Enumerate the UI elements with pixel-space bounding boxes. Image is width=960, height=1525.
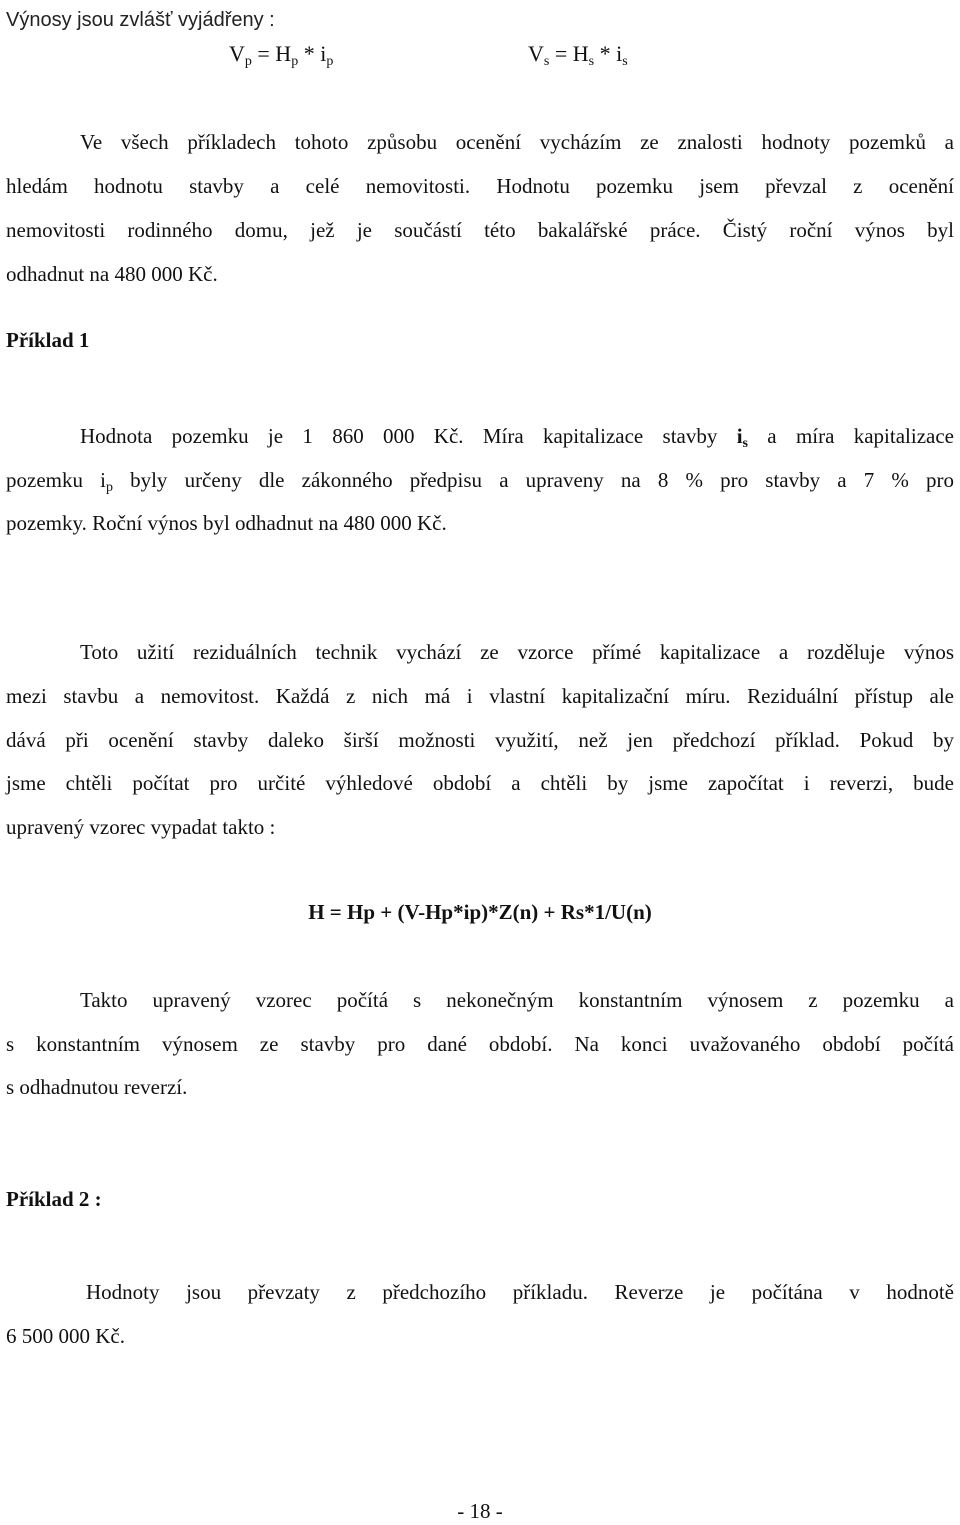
paragraph1-line: hledám hodnotu stavby a celé nemovitosti. Hodnotu pozemku jsem převzal z ocenění: [6, 174, 954, 198]
example1-line: pozemky. Roční výnos byl odhadnut na 480 000 Kč.: [6, 511, 447, 535]
paragraph2-line: Toto užití reziduálních technik vychází ze vzorce přímé kapitalizace a rozděluje výnos: [80, 640, 954, 664]
intro-text: Výnosy jsou zvlášť vyjádřeny :: [6, 9, 275, 31]
formula-vs: $V_s = H_s * i_s$: [528, 41, 628, 69]
page-number: - 18 -: [457, 1499, 503, 1523]
paragraph2-line: dává při ocenění stavby daleko širší možnosti využití, než jen předchozí příklad. Pokud by: [6, 728, 954, 752]
paragraph3-line: Takto upravený vzorec počítá s nekonečným konstantním výnosem z pozemku a: [80, 988, 954, 1012]
paragraph2-line: upravený vzorec vypadat takto :: [6, 815, 276, 839]
paragraph1-line: Ve všech příkladech tohoto způsobu ocenění vycházím ze znalosti hodnoty pozemků a: [80, 130, 954, 154]
paragraph2-line: jsme chtěli počítat pro určité výhledové období a chtěli by jsme započítat i reverzi, bude: [6, 771, 954, 795]
paragraph1-line: odhadnut na 480 000 Kč.: [6, 262, 218, 286]
example1-heading: Příklad 1: [6, 328, 90, 352]
example2-line: Hodnoty jsou převzaty z předchozího příkladu. Reverze je počítána v hodnotě: [86, 1280, 954, 1304]
main-formula: H = Hp + (V-Hp*ip)*Z(n) + Rs*1/U(n): [308, 900, 652, 924]
example1-line: pozemku ip byly určeny dle zákonného předpisu a upraveny na 8 % pro stavby a 7 % pro: [6, 468, 954, 495]
example2-heading: Příklad 2 :: [6, 1187, 102, 1211]
paragraph1-line: nemovitosti rodinného domu, jež je součástí této bakalářské práce. Čistý roční výnos byl: [6, 218, 954, 242]
formula-vp: $V_p = H_p * i_p$: [229, 41, 334, 69]
paragraph3-line: s konstantním výnosem ze stavby pro dané období. Na konci uvažovaného období počítá: [6, 1032, 954, 1056]
paragraph3-line: s odhadnutou reverzí.: [6, 1075, 188, 1099]
example1-line: Hodnota pozemku je 1 860 000 Kč. Míra kapitalizace stavby is a míra kapitalizace: [80, 424, 954, 451]
paragraph2-line: mezi stavbu a nemovitost. Každá z nich má i vlastní kapitalizační míru. Reziduální přístup ale: [6, 684, 954, 708]
example2-line: 6 500 000 Kč.: [6, 1324, 125, 1348]
